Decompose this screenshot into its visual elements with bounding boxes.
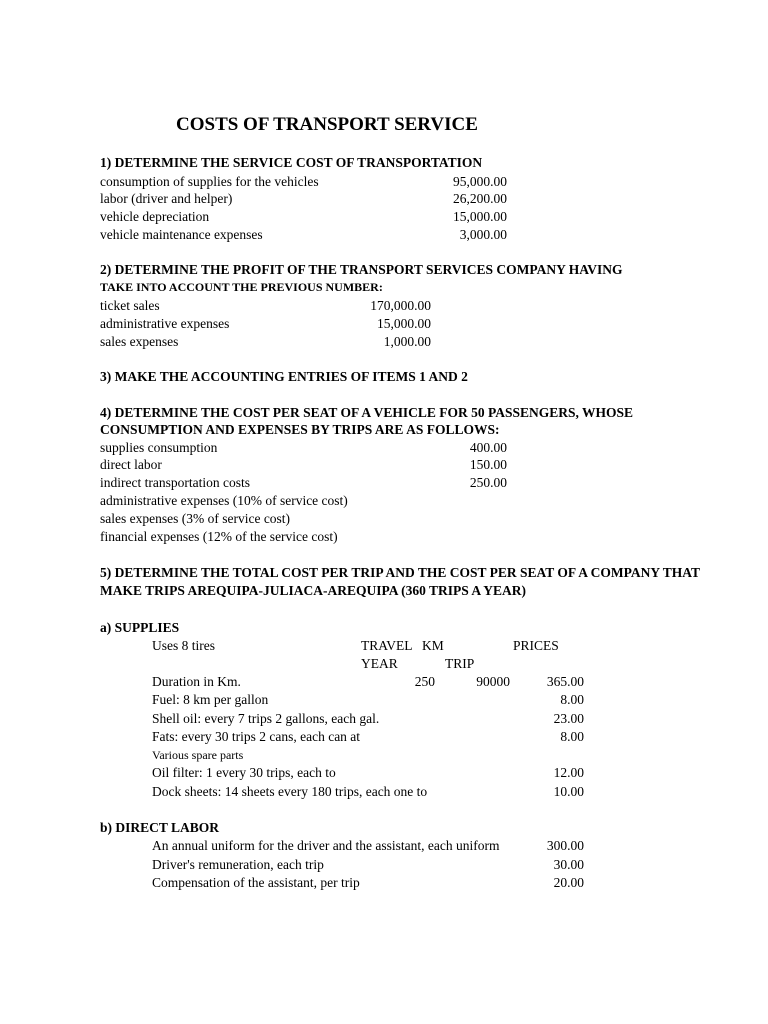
labor-item-value: 20.00	[553, 875, 584, 890]
s2-row-label: ticket sales	[100, 298, 160, 313]
supply-item-label: Fats: every 30 trips 2 cans, each can at	[152, 729, 361, 744]
s1-row-label: vehicle maintenance expenses	[100, 227, 263, 242]
section-4-heading: 4) DETERMINE THE COST PER SEAT OF A VEHICLE FOR 50 PASSENGERS, WHOSE	[100, 405, 634, 420]
labor-item-label: Compensation of the assistant, per trip	[152, 875, 360, 890]
s4-row-value: 150.00	[469, 457, 507, 472]
col-trip-header: TRIP	[445, 656, 475, 671]
labor-item-label: An annual uniform for the driver and the assistant, each uniform	[152, 838, 500, 853]
col-prices-header: PRICES	[513, 638, 559, 653]
section-5-heading: 5) DETERMINE THE TOTAL COST PER TRIP AND THE COST PER SEAT OF A COMPANY THAT	[100, 565, 701, 580]
s4-row-label: indirect transportation costs	[100, 475, 250, 490]
s1-row-label: consumption of supplies for the vehicles	[100, 174, 319, 189]
s2-row-label: sales expenses	[100, 334, 179, 349]
col-year-header: YEAR	[361, 656, 398, 671]
duration-label: Duration in Km.	[152, 674, 241, 689]
supply-item-label: Shell oil: every 7 trips 2 gallons, each gal.	[152, 711, 380, 726]
s1-row-value: 95,000.00	[453, 174, 507, 189]
col-travel-header: TRAVEL	[361, 638, 413, 653]
supply-item-value: 23.00	[553, 711, 584, 726]
duration-km-value: 90000	[476, 674, 510, 689]
col-km-header: KM	[422, 638, 444, 653]
supply-item-label: Fuel: 8 km per gallon	[152, 692, 269, 707]
s4-row-value: 400.00	[469, 440, 507, 455]
supplies-heading: a) SUPPLIES	[100, 620, 180, 635]
s4-row-label: direct labor	[100, 457, 162, 472]
s1-row-label: labor (driver and helper)	[100, 191, 233, 206]
spare-parts-label: Various spare parts	[152, 748, 244, 762]
direct-labor-heading: b) DIRECT LABOR	[100, 820, 220, 835]
supply-item-value: 8.00	[560, 729, 584, 744]
duration-travel-value: 250	[414, 674, 435, 689]
section-1-heading: 1) DETERMINE THE SERVICE COST OF TRANSPORTATION	[100, 155, 483, 170]
s4-note: administrative expenses (10% of service cost)	[100, 493, 348, 508]
section-3-heading: 3) MAKE THE ACCOUNTING ENTRIES OF ITEMS 1 AND 2	[100, 369, 468, 384]
s1-row-label: vehicle depreciation	[100, 209, 210, 224]
section-5-heading-cont: MAKE TRIPS AREQUIPA-JULIACA-AREQUIPA (360 TRIPS A YEAR)	[100, 583, 527, 598]
s4-note: financial expenses (12% of the service cost)	[100, 529, 338, 544]
supply-item-label: Dock sheets: 14 sheets every 180 trips, each one to	[152, 784, 428, 799]
s4-note: sales expenses (3% of service cost)	[100, 511, 291, 526]
s2-row-label: administrative expenses	[100, 316, 230, 331]
labor-item-label: Driver's remuneration, each trip	[152, 857, 324, 872]
supply-item-value: 8.00	[560, 692, 584, 707]
s2-row-value: 1,000.00	[383, 334, 431, 349]
section-2-heading: 2) DETERMINE THE PROFIT OF THE TRANSPORT SERVICES COMPANY HAVING	[100, 262, 623, 277]
labor-item-value: 30.00	[553, 857, 584, 872]
section-4-heading-cont: CONSUMPTION AND EXPENSES BY TRIPS ARE AS FOLLOWS:	[100, 422, 500, 437]
supply-item-value: 10.00	[553, 784, 584, 799]
s1-row-value: 15,000.00	[453, 209, 507, 224]
s1-row-value: 3,000.00	[459, 227, 507, 242]
s1-row-value: 26,200.00	[453, 191, 507, 206]
section-2-subheading: TAKE INTO ACCOUNT THE PREVIOUS NUMBER:	[100, 280, 383, 294]
s2-row-value: 170,000.00	[370, 298, 431, 313]
supply-item-label: Oil filter: 1 every 30 trips, each to	[152, 765, 336, 780]
s2-row-value: 15,000.00	[377, 316, 431, 331]
s4-row-label: supplies consumption	[100, 440, 218, 455]
supply-item-value: 12.00	[553, 765, 584, 780]
s4-row-value: 250.00	[469, 475, 507, 490]
duration-price-value: 365.00	[546, 674, 584, 689]
page-title: COSTS OF TRANSPORT SERVICE	[176, 114, 478, 135]
labor-item-value: 300.00	[546, 838, 584, 853]
supplies-uses-tires: Uses 8 tires	[152, 638, 215, 653]
